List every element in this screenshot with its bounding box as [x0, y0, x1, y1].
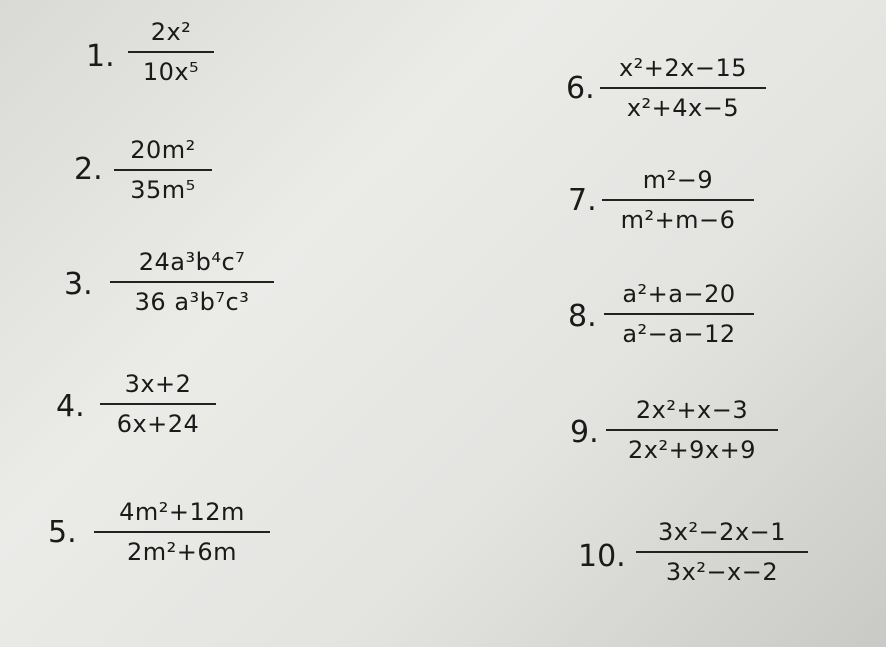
denominator: 36 a³b⁷c³: [134, 288, 250, 316]
fraction-bar: [602, 199, 754, 201]
fraction-bar: [600, 87, 766, 89]
problem-number: 3.: [64, 267, 93, 302]
problem-number: 8.: [568, 299, 597, 334]
numerator: 3x²−2x−1: [657, 518, 787, 546]
numerator: a²+a−20: [622, 280, 736, 308]
denominator: 3x²−x−2: [665, 558, 779, 586]
problem-number: 2.: [74, 152, 103, 187]
denominator: m²+m−6: [620, 206, 736, 234]
numerator: 2x²+x−3: [635, 396, 749, 424]
problem-number: 6.: [566, 71, 595, 106]
fraction-bar: [128, 51, 214, 53]
fraction-bar: [94, 531, 270, 533]
fraction: [94, 498, 270, 566]
fraction: [110, 248, 274, 316]
problem-number: 1.: [86, 39, 115, 74]
problem-number: 9.: [570, 415, 599, 450]
fraction: [600, 54, 766, 122]
fraction: [602, 166, 754, 234]
numerator: 4m²+12m: [119, 498, 245, 526]
fraction-bar: [606, 429, 778, 431]
denominator: 10x⁵: [142, 58, 200, 86]
numerator: x²+2x−15: [618, 54, 748, 82]
problem-number: 7.: [568, 183, 597, 218]
denominator: x²+4x−5: [626, 94, 740, 122]
fraction: [100, 370, 216, 438]
numerator: 20m²: [130, 136, 196, 164]
numerator: m²−9: [642, 166, 714, 194]
fraction: [114, 136, 212, 204]
denominator: 2x²+9x+9: [627, 436, 757, 464]
fraction: [636, 518, 808, 586]
fraction-bar: [114, 169, 212, 171]
fraction: [128, 18, 214, 86]
fraction-bar: [604, 313, 754, 315]
fraction-bar: [110, 281, 274, 283]
problem-number: 4.: [56, 389, 85, 424]
numerator: 2x²: [150, 18, 192, 46]
fraction-bar: [100, 403, 216, 405]
fraction: [604, 280, 754, 348]
numerator: 24a³b⁴c⁷: [138, 248, 246, 276]
problem-number: 10.: [578, 539, 626, 574]
denominator: 6x+24: [116, 410, 200, 438]
denominator: 2m²+6m: [126, 538, 238, 566]
numerator: 3x+2: [124, 370, 192, 398]
fraction-bar: [636, 551, 808, 553]
denominator: 35m⁵: [130, 176, 196, 204]
problem-number: 5.: [48, 515, 77, 550]
fraction: [606, 396, 778, 464]
denominator: a²−a−12: [622, 320, 736, 348]
